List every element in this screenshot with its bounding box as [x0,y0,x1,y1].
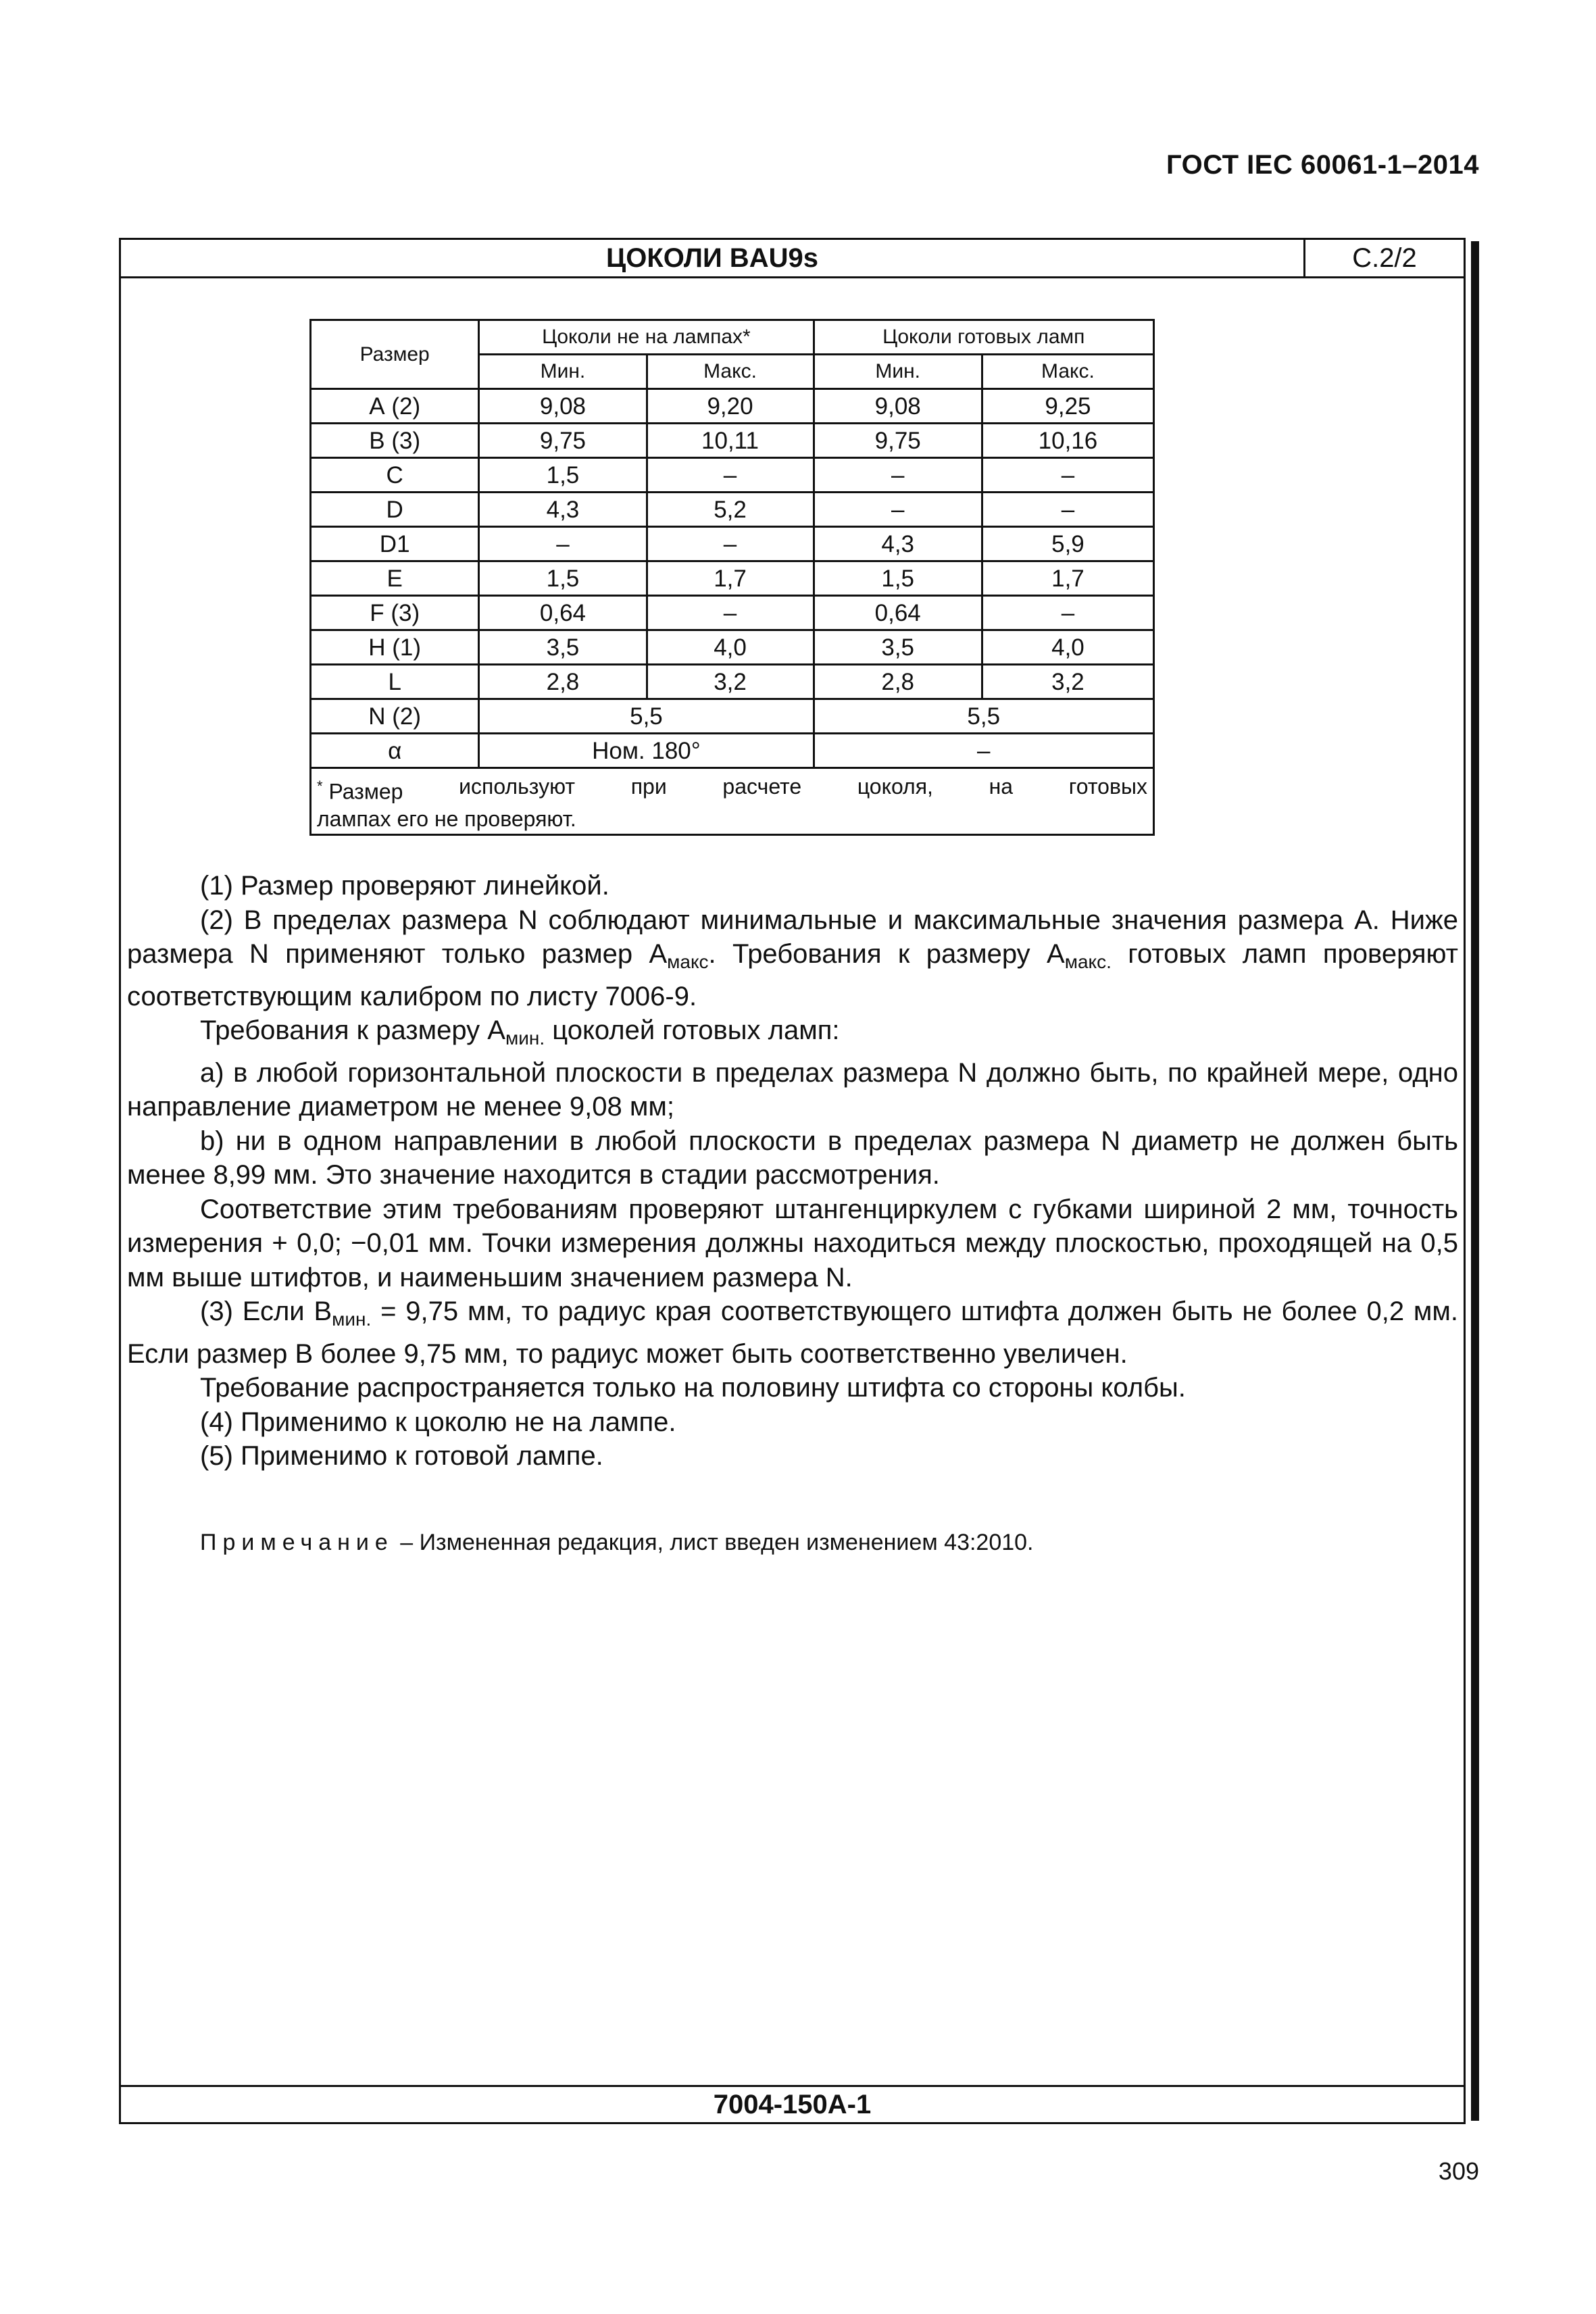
dimensions-table [309,319,1155,836]
note-label: Примечание [200,1530,394,1555]
sheet-title: ЦОКОЛИ BAU9s [606,243,818,273]
cell-bases-max: 3,2 [647,665,814,699]
amendment-note [200,1529,1034,1556]
table-row [311,665,1154,699]
note-text: – Измененная редакция, лист введен изменением 43:2010. [393,1530,1034,1555]
cell-bases-value: 5,5 [479,699,814,734]
header-bases-group: Цоколи не на лампах* [479,320,814,355]
cell-size: D [311,493,479,527]
note-paragraph-6: Соответствие этим требованиям проверяют штангенциркулем с губками шириной 2 мм, точность измерения + 0,0; −0,01 мм. Точки измерения должны находиться между плоскостью, проходящей на 0,5 мм выше штифтов, и наименьшим значением размера N. [127,1194,1458,1292]
note-paragraph-4: а) в любой горизонтальной плоскости в пределах размера N должно быть, по крайней мере, одно направление диаметром не менее 9,08 мм; [127,1057,1458,1122]
cell-lamps-min: 2,8 [814,665,982,699]
cell-bases-min: 4,3 [479,493,647,527]
footnote-star: * [317,778,323,795]
cell-bases-max: – [647,458,814,493]
cell-bases-value: Ном. 180° [479,734,814,768]
table-row [311,561,1154,596]
header-bases-min: Мин. [479,355,647,389]
cell-lamps-min: 9,75 [814,424,982,458]
table-row-n [311,699,1154,734]
cell-bases-max: 9,20 [647,389,814,424]
cell-size: А (2) [311,389,479,424]
frame-right-rule [1471,241,1479,2121]
header-lamps-max: Макс. [982,355,1153,389]
table-row [311,630,1154,665]
cell-bases-max: 4,0 [647,630,814,665]
cell-size: Н (1) [311,630,479,665]
cell-bases-min: 2,8 [479,665,647,699]
cell-lamps-min: – [814,493,982,527]
cell-bases-min: 1,5 [479,458,647,493]
cell-bases-max: 1,7 [647,561,814,596]
cell-lamps-value: – [814,734,1153,768]
footnote-word: на [989,774,1014,799]
cell-lamps-max: – [982,596,1153,630]
note-paragraph-8: Требование распространяется только на половину штифта со стороны колбы. [200,1373,1186,1403]
note-paragraph-7: (3) Если $В_{мин.} = 9,75$ мм, то радиус края соответствующего штифта должен быть не более 0,2 мм. Если размер В более 9,75 мм, то радиус может быть соответственно увеличен. [127,1297,1458,1369]
cell-bases-min: 9,75 [479,424,647,458]
cell-size: L [311,665,479,699]
footnote-line-1 [317,773,1147,805]
cell-size: α [311,734,479,768]
page-number: 309 [1438,2157,1479,2185]
sheet-header [121,240,1464,278]
cell-bases-max: 5,2 [647,493,814,527]
cell-size: С [311,458,479,493]
table-row [311,527,1154,561]
sheet-page-label: С.2/2 [1303,240,1464,276]
table-row [311,389,1154,424]
note-paragraph-9: (4) Применимо к цоколю не на лампе. [200,1407,676,1437]
cell-lamps-max: 9,25 [982,389,1153,424]
note-paragraph-10: (5) Применимо к готовой лампе. [200,1441,603,1471]
cell-bases-min: 1,5 [479,561,647,596]
header-size: Размер [311,320,479,389]
cell-lamps-min: 1,5 [814,561,982,596]
cell-size: Е [311,561,479,596]
footnote-line-2: лампах его не проверяют. [317,806,576,831]
cell-bases-max: 10,11 [647,424,814,458]
footnote-word: используют [459,774,576,799]
cell-lamps-max: – [982,493,1153,527]
cell-size: D1 [311,527,479,561]
cell-size: F (3) [311,596,479,630]
cell-lamps-min: 3,5 [814,630,982,665]
table-row [311,424,1154,458]
footnote-word: расчете [722,774,802,799]
sheet-footer-code: 7004-150А-1 [121,2085,1464,2122]
cell-size: N (2) [311,699,479,734]
header-lamps-group: Цоколи готовых ламп [814,320,1153,355]
cell-lamps-min: 4,3 [814,527,982,561]
document-code: ГОСТ IEC 60061-1–2014 [1166,150,1479,180]
cell-lamps-max: 5,9 [982,527,1153,561]
cell-size: В (3) [311,424,479,458]
cell-lamps-max: 10,16 [982,424,1153,458]
cell-bases-min: 3,5 [479,630,647,665]
cell-lamps-min: 0,64 [814,596,982,630]
table-row [311,596,1154,630]
header-bases-max: Макс. [647,355,814,389]
note-paragraph-5: b) ни в одном направлении в любой плоскости в пределах размера N диаметр не должен быть менее 8,99 мм. Это значение находится в стадии рассмотрения. [127,1126,1458,1190]
cell-bases-max: – [647,527,814,561]
table-header-row-1 [311,320,1154,355]
footnote-word: готовых [1068,774,1147,799]
footnote-word: при [630,774,667,799]
cell-lamps-max: 1,7 [982,561,1153,596]
table-footnote-row [311,768,1154,835]
table-row [311,458,1154,493]
table-footnote [311,768,1154,835]
cell-lamps-max: 3,2 [982,665,1153,699]
note-paragraph-3: Требования к размеру $А_{мин.}$ цоколей готовых ламп: [200,1015,840,1049]
cell-lamps-max: 4,0 [982,630,1153,665]
cell-lamps-value: 5,5 [814,699,1153,734]
table-row-alpha [311,734,1154,768]
cell-lamps-min: 9,08 [814,389,982,424]
header-lamps-min: Мин. [814,355,982,389]
footnote-word-1: * Размер [317,778,403,804]
cell-bases-min: 0,64 [479,596,647,630]
cell-lamps-min: – [814,458,982,493]
note-paragraph-2: (2) В пределах размера N соблюдают минимальные и максимальные значения размера А. Ниже размера N применяют только размер $А_{макс}$. Требования к размеру $А_{макс.}$ готовых ламп проверяют соответствующим калибром по листу 7006-9. [127,905,1458,1011]
cell-bases-min: 9,08 [479,389,647,424]
note-paragraph-1: (1) Размер проверяют линейкой. [200,871,609,901]
footnote-word: цоколя, [857,774,933,799]
table-row [311,493,1154,527]
cell-bases-max: – [647,596,814,630]
cell-bases-min: – [479,527,647,561]
explanatory-notes [127,869,1458,1474]
cell-lamps-max: – [982,458,1153,493]
